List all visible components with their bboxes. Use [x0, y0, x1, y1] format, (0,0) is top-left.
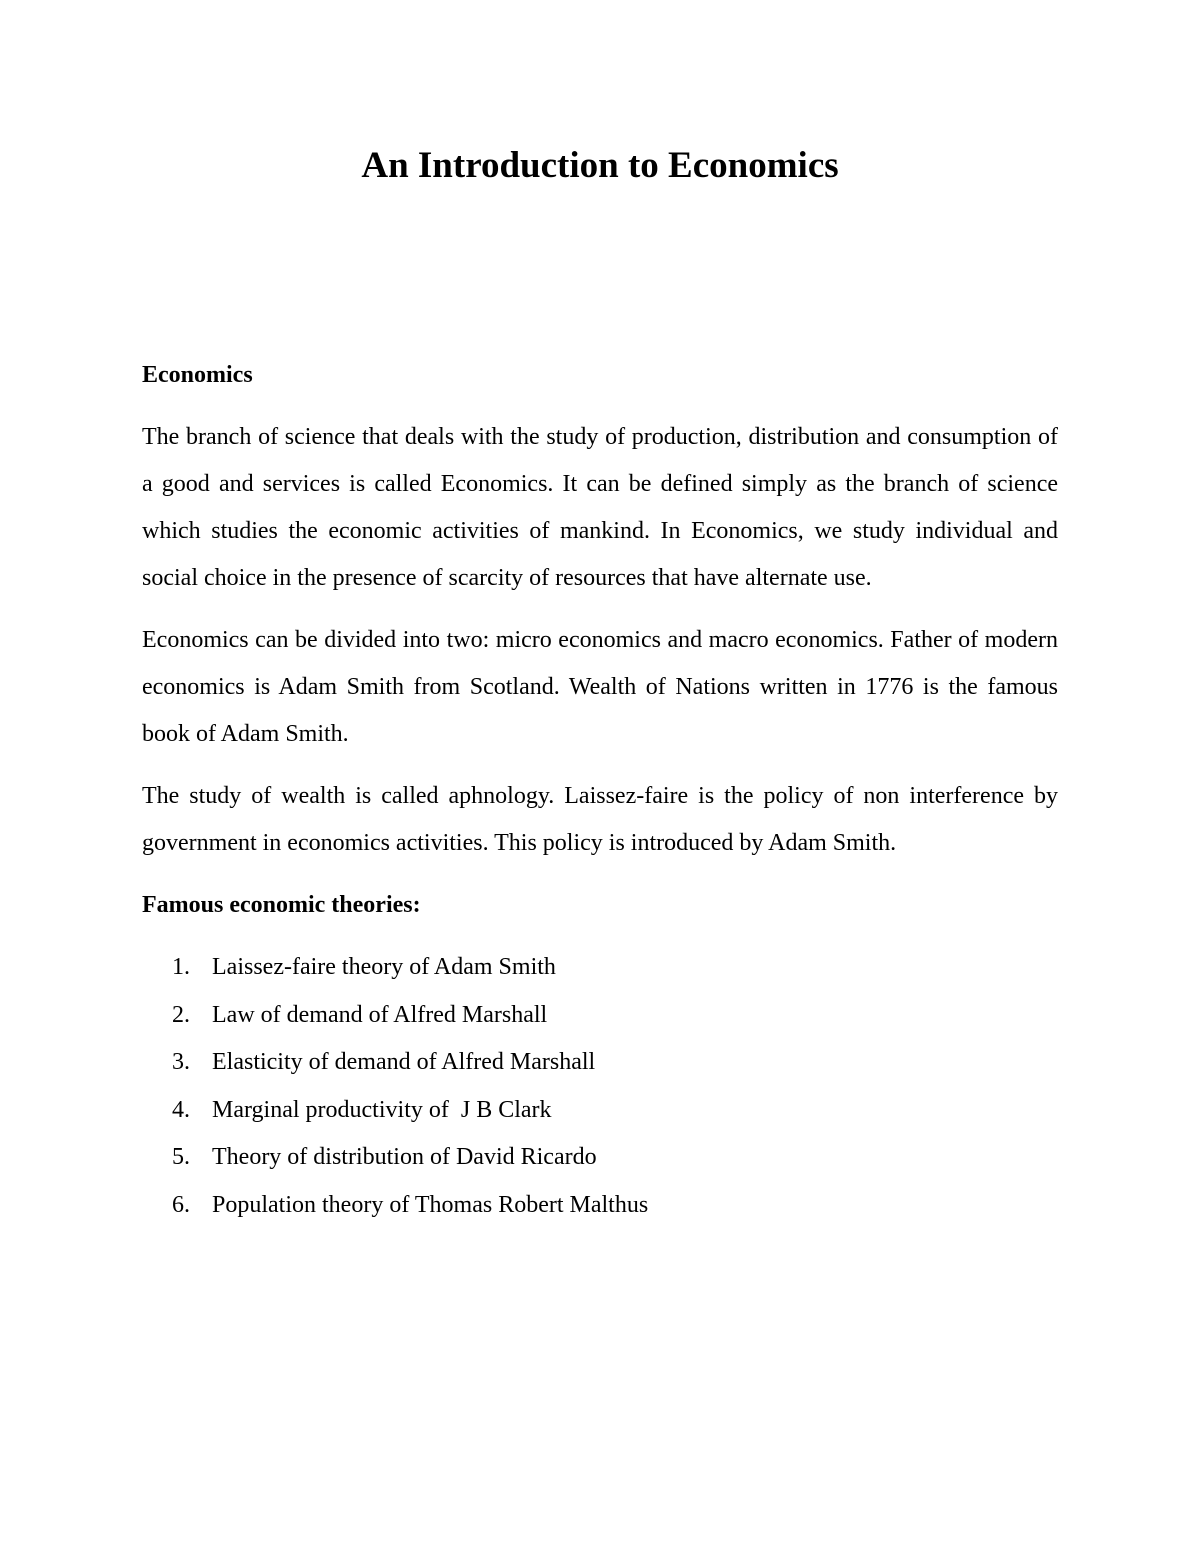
list-item-text: Population theory of Thomas Robert Malthus	[212, 1191, 649, 1218]
list-item-number: 1.	[172, 954, 190, 980]
section-heading: Economics	[142, 362, 253, 388]
list-item-number: 5.	[172, 1144, 190, 1170]
list-item-number: 3.	[172, 1049, 190, 1075]
list-item-text: Laissez-faire theory of Adam Smith	[212, 954, 556, 980]
list-item-text: Theory of distribution of David Ricardo	[212, 1144, 597, 1170]
theories-heading: Famous economic theories:	[142, 892, 421, 918]
theories-list	[142, 944, 1058, 1229]
paragraph-divisions: Economics can be divided into two: micro economics and macro economics. Father of modern economics is Adam Smith from Scotland. Wealth of Nations written in 1776 is the famous book of Adam Smith.	[142, 627, 1058, 747]
list-item-number: 6.	[172, 1191, 190, 1218]
page-title: An Introduction to Economics	[361, 145, 839, 186]
list-item	[142, 1134, 1058, 1182]
list-item	[142, 1182, 1058, 1230]
list-item-text: Law of demand of Alfred Marshall	[212, 1001, 548, 1028]
list-item	[142, 1087, 1058, 1135]
paragraph-wealth: The study of wealth is called aphnology. Laissez-faire is the policy of non interference by government in economics activities. This policy is introduced by Adam Smith.	[142, 783, 1058, 856]
list-item-number: 4.	[172, 1096, 190, 1123]
paragraph-definition: The branch of science that deals with the study of production, distribution and consumption of a good and services is called Economics. It can be defined simply as the branch of science which studies the economic activities of mankind. In Economics, we study individual and social choice in the presence of scarcity of resources that have alternate use.	[142, 424, 1058, 591]
list-item-text: Marginal productivity of J B Clark	[212, 1096, 552, 1123]
list-item	[142, 944, 1058, 992]
list-item	[142, 992, 1058, 1040]
list-item-text: Elasticity of demand of Alfred Marshall	[212, 1049, 596, 1075]
document-body	[142, 352, 1058, 1229]
list-item	[142, 1039, 1058, 1087]
list-item-number: 2.	[172, 1001, 190, 1028]
